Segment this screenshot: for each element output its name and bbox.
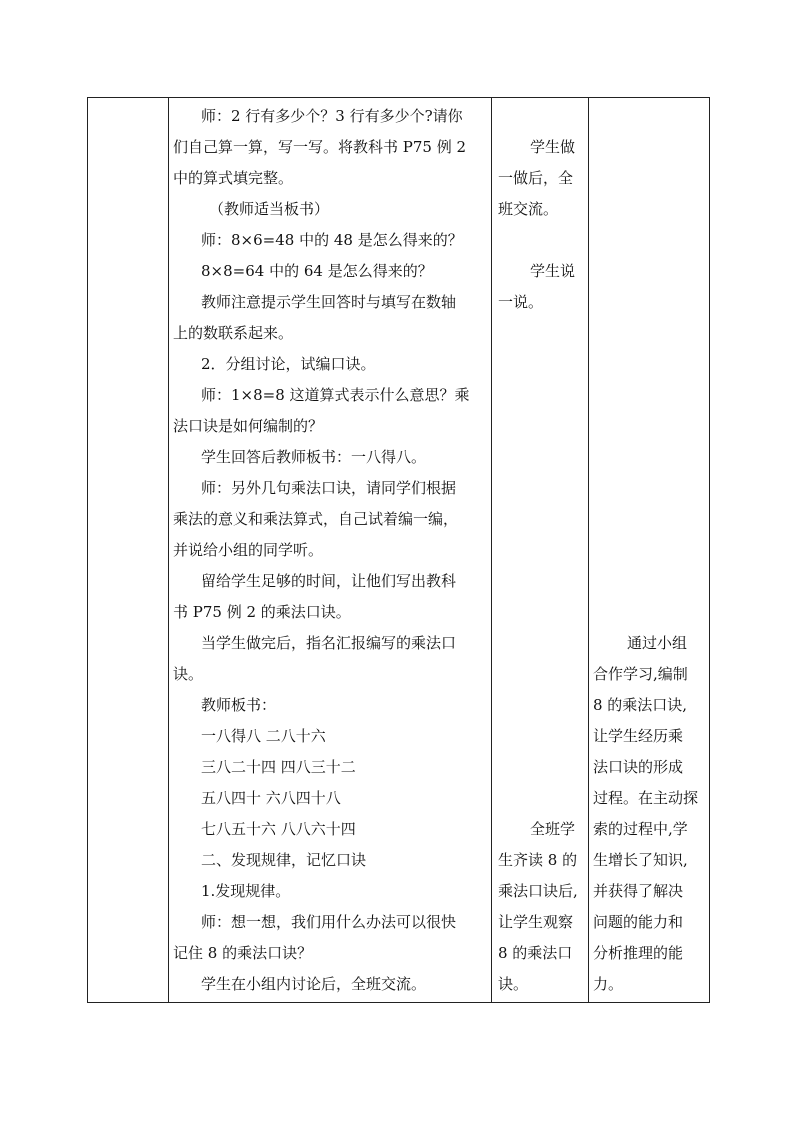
design-intent-text-line: 过程。在主动探 [593,789,699,807]
design-intent-text-line: 索的过程中,学 [593,820,688,838]
student-activity-text-line: 全班学 [530,820,576,838]
design-intent-text-line: 力。 [593,975,624,993]
table-row [88,98,710,1003]
student-activity-text-line: 学生做 [530,138,576,156]
student-activity-text-line: 8 的乘法口 [498,944,573,962]
teaching-text-line: 乘法的意义和乘法算式，自己试着编一编， [173,510,459,528]
design-intent-cell [589,98,710,1003]
design-intent-text-line: 生增长了知识, [593,851,688,869]
teaching-text-line: 师：想一想，我们用什么办法可以很快 [201,913,457,931]
student-activity-text-line: 学生说 [530,262,576,280]
student-activity-text-line: 乘法口诀后, [498,882,578,900]
teaching-text-line: 法口诀是如何编制的？ [173,417,324,435]
teaching-text-line: 8×8=64 中的 64 是怎么得来的？ [201,262,433,280]
teaching-text-line: （教师适当板书） [209,200,330,218]
teaching-text-line: 师：另外几句乘法口诀，请同学们根据 [201,479,457,497]
teaching-text-line: 并说给小组的同学听。 [173,541,324,559]
teaching-text-line: 留给学生足够的时间，让他们写出教科 [201,572,457,590]
teaching-text-line: 三八二十四 四八三十二 [201,758,356,776]
teaching-text-line: 教师板书： [201,696,277,714]
student-activity-text-line: 让学生观察 [498,913,574,931]
teaching-text-line: 学生在小组内讨论后，全班交流。 [201,975,427,993]
teaching-text-line: 二、发现规律，记忆口诀 [201,851,367,869]
teaching-text-line: 师：1×8=8 这道算式表示什么意思？乘 [201,386,470,404]
student-activity-text-line: 诀。 [498,975,529,993]
teaching-text-line: 们自己算一算，写一写。将教科书 P75 例 2 [173,138,467,156]
teaching-text-line: 书 P75 例 2 的乘法口诀。 [173,603,351,621]
teaching-text-line: 1.发现规律。 [201,882,291,900]
teaching-text-line: 教师注意提示学生回答时与填写在数轴 [201,293,457,311]
student-activity-text-line: 生齐读 8 的 [498,851,578,869]
student-activity-cell [492,98,589,1003]
design-intent-text-line: 分析推理的能 [593,944,684,962]
design-intent-text-line: 合作学习,编制 [593,665,688,683]
student-activity-text-line: 一做后，全 [498,169,574,187]
lesson-plan-table [87,97,710,1003]
student-activity-text-line: 一说。 [498,293,544,311]
design-intent-text-line: 并获得了解决 [593,882,684,900]
teaching-text-line: 学生回答后教师板书：一八得八。 [201,448,427,466]
teaching-text-line: 五八四十 六八四十八 [201,789,341,807]
teaching-text-line: 七八五十六 八八六十四 [201,820,356,838]
design-intent-text-line: 问题的能力和 [593,913,684,931]
teaching-text-line: 师：2 行有多少个？3 行有多少个?请你 [201,107,463,125]
design-intent-text-line: 通过小组 [627,634,688,652]
student-activity-text-line: 班交流。 [498,200,559,218]
teaching-text-line: 诀。 [173,665,204,683]
design-intent-text-line: 8 的乘法口诀, [593,696,688,714]
design-intent-text-line: 让学生经历乘 [593,727,684,745]
teaching-text-line: 上的数联系起来。 [173,324,294,342]
teaching-text-line: 一八得八 二八十六 [201,727,326,745]
teaching-text-line: 当学生做完后，指名汇报编写的乘法口 [201,634,457,652]
teaching-process-cell [169,98,492,1003]
teaching-text-line: 师：8×6=48 中的 48 是怎么得来的？ [201,231,463,249]
teaching-text-line: 记住 8 的乘法口诀？ [173,944,313,962]
design-intent-text-line: 法口诀的形成 [593,758,684,776]
teaching-text-line: 2．分组讨论，试编口诀。 [201,355,376,373]
blank-cell [88,98,169,1003]
teaching-text-line: 中的算式填完整。 [173,169,294,187]
